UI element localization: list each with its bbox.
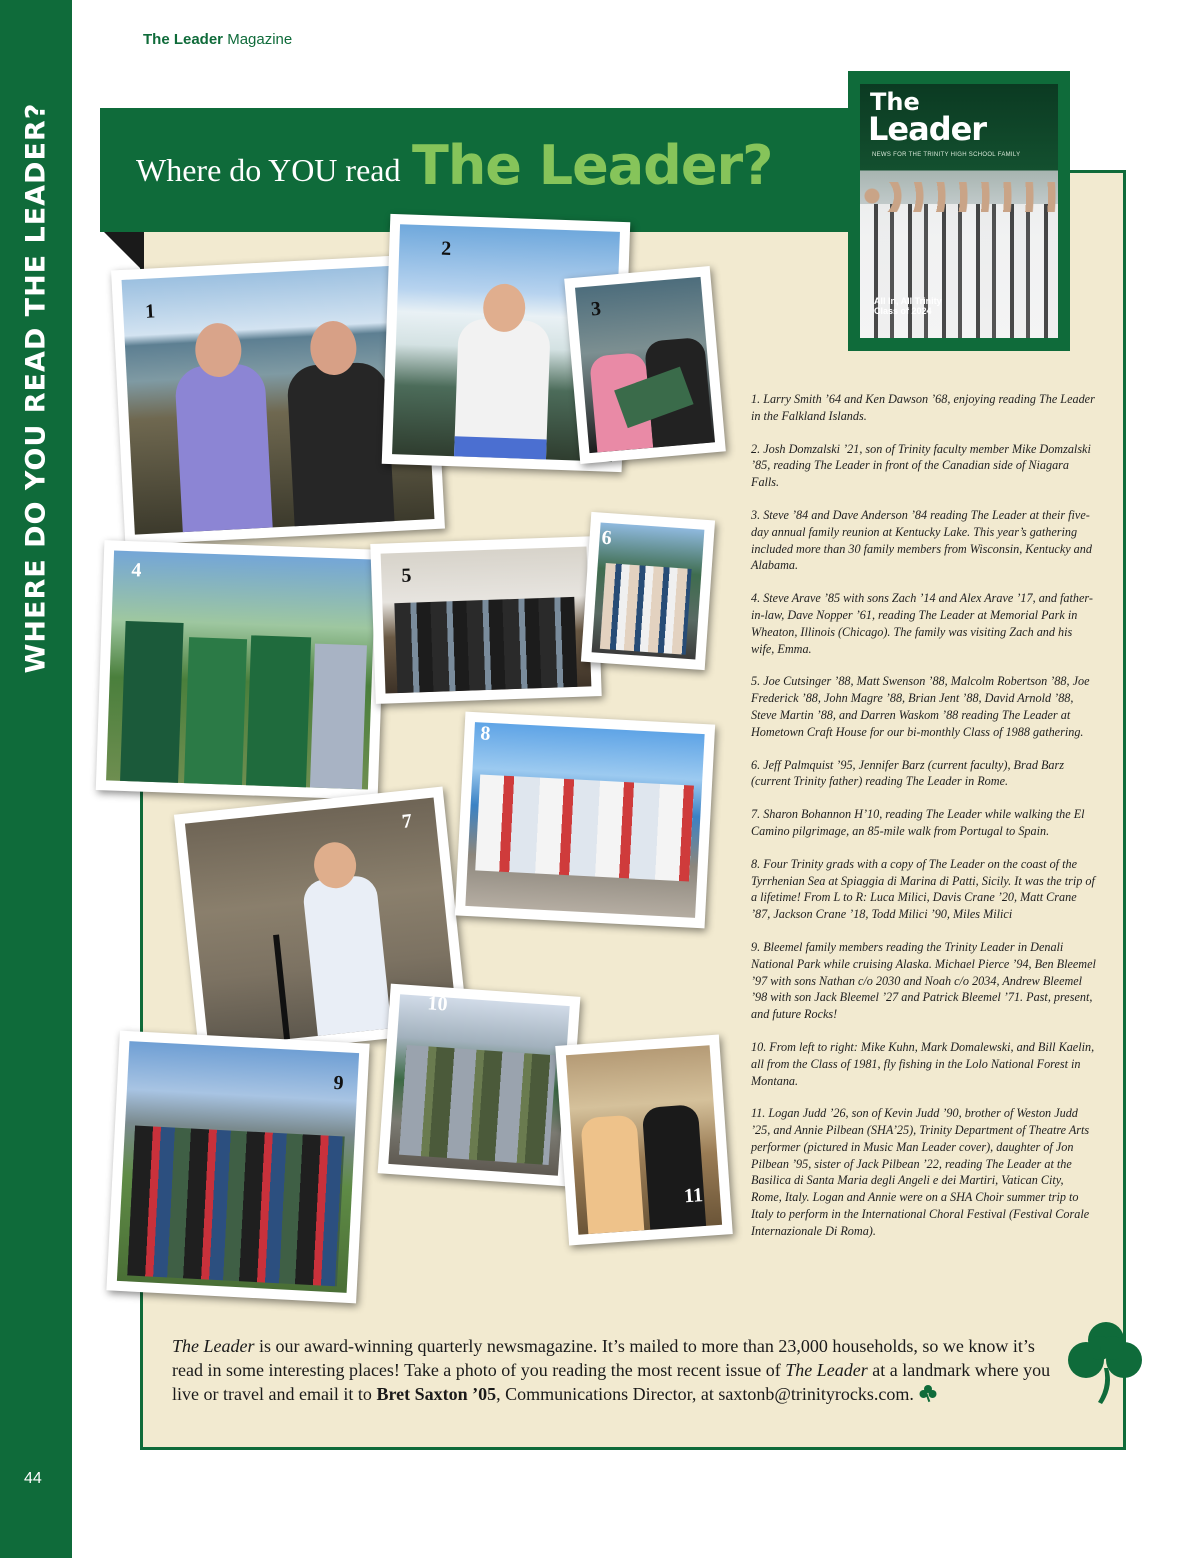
caption-6: 6. Jeff Palmquist ’95, Jennifer Barz (current faculty), Brad Barz (current Trinity father) reading The Leader in Rome. bbox=[751, 757, 1064, 789]
caption-8: 8. Four Trinity grads with a copy of The Leader on the coast of the Tyrrhenian Sea at Spiaggia di Marina di Patti, Sicily. It was the trip of a lifetime! From L to R: Luca Milici, Davis Crane ’20, Matt Crane ’87, Jackson Crane ’18, Todd Milici ’90, Miles Milici bbox=[751, 856, 1095, 922]
cover-image bbox=[860, 84, 1058, 338]
photo-9-number: 9 bbox=[332, 1071, 345, 1095]
magazine-cover bbox=[848, 71, 1070, 351]
caption-1: 1. Larry Smith ’64 and Ken Dawson ’68, enjoying reading The Leader in the Falkland Islands. bbox=[751, 392, 1095, 423]
photo-1-man-left bbox=[174, 363, 273, 535]
cover-faces bbox=[860, 182, 1058, 212]
cover-masthead-the: The bbox=[870, 88, 920, 116]
photo-6 bbox=[581, 512, 715, 670]
photo-4-number: 4 bbox=[131, 559, 142, 582]
banner-prefix: Where do YOU read bbox=[136, 152, 401, 188]
photo-5-number: 5 bbox=[401, 564, 412, 587]
photo-5-image bbox=[381, 546, 592, 693]
pub-name-2: The Leader bbox=[785, 1360, 868, 1380]
photo-9-group bbox=[127, 1126, 345, 1287]
photo-11-number: 11 bbox=[683, 1184, 704, 1208]
photo-4-image bbox=[106, 550, 376, 789]
photo-6-group bbox=[600, 563, 692, 655]
caption-11: 11. Logan Judd ’26, son of Kevin Judd ’90, brother of Weston Judd ’25, and Annie Pilbean (SHA’25), Trinity Department of Theatre Arts performer (pictured in Music Man Leader cover), daughter of Jon Pilbean ’95, sister of Jack Pilbean ’22, reading The Leader at the Basilica di Santa Maria degli Angeli e dei Martiri, Vatican City, Rome, Italy. Logan and Annie were on a SHA Choir summer trip to Italy to perform in the International Choral Festival (Festival Corale Internazionale Di Roma). bbox=[751, 1106, 1090, 1238]
photo-7-tripod bbox=[273, 934, 290, 1044]
photo-10-number: 10 bbox=[426, 992, 449, 1016]
magazine-suffix: Magazine bbox=[227, 31, 293, 48]
caption-10: 10. From left to right: Mike Kuhn, Mark Domalewski, and Bill Kaelin, all from the Class of 1981, fly fishing in the Lolo National Forest in Montana. bbox=[751, 1039, 1095, 1088]
photo-4 bbox=[96, 540, 387, 800]
paragraph-text-2: at a landmark where you live or travel and email it to bbox=[172, 1360, 1051, 1404]
caption-7: 7. Sharon Bohannon H’10, reading The Leader while walking the El Camino pilgrimage, an 85-mile walk from Portugal to Spain. bbox=[751, 807, 1085, 838]
photo-8 bbox=[455, 712, 715, 929]
caption-5: 5. Joe Cutsinger ’88, Matt Swenson ’88, Malcolm Robertson ’88, Joe Frederick ’88, John Magre ’88, Brian Jent ’88, David Arnold ’88, Steve Martin ’88, and Darren Waskom ’88 reading The Leader at Hometown Craft House for our bi-monthly Class of 1988 gathering. bbox=[751, 674, 1090, 739]
contact-name: Bret Saxton ’05 bbox=[376, 1384, 497, 1404]
photo-4-person-4 bbox=[310, 644, 367, 790]
cover-tagline: NEWS FOR THE TRINITY HIGH SCHOOL FAMILY bbox=[872, 152, 1021, 158]
caption-9: 9. Bleemel family members reading the Trinity Leader in Denali National Park while cruising Alaska. Michael Pierce ’94, Ben Bleemel ’97 with sons Nathan c/o 2030 and Noah c/o 2034, Andrew Bleemel ’98 with son Jack Bleemel ’27 and Patrick Bleemel ’71. Past, present, and future Rocks! bbox=[751, 939, 1096, 1022]
pub-name: The Leader bbox=[172, 1336, 255, 1356]
photo-9 bbox=[106, 1031, 369, 1304]
shamrock-icon bbox=[1064, 1316, 1148, 1406]
magazine-name: The Leader bbox=[143, 31, 224, 48]
paragraph-text-1: is our award-winning quarterly newsmagazine. It’s mailed to more than 23,000 households, so we know it’s read in some interesting places! Take a photo of you reading the most recent issue of bbox=[172, 1336, 1035, 1380]
photo-11 bbox=[555, 1035, 733, 1246]
side-title: WHERE DO YOU READ THE LEADER? bbox=[20, 102, 52, 674]
photo-8-image bbox=[465, 722, 704, 918]
banner-fold bbox=[104, 232, 144, 272]
photo-10-image bbox=[388, 994, 569, 1175]
photo-10 bbox=[378, 984, 581, 1187]
side-bar bbox=[0, 0, 72, 1558]
photo-5 bbox=[370, 536, 601, 704]
photo-5-group bbox=[394, 597, 577, 693]
photo-9-image bbox=[117, 1041, 359, 1293]
magazine-label bbox=[143, 31, 292, 48]
caption-list bbox=[751, 391, 1097, 1256]
photo-2-number: 2 bbox=[440, 237, 452, 261]
cover-feature bbox=[874, 296, 942, 316]
caption-2: 2. Josh Domzalski ’21, son of Trinity faculty member Mike Domzalski ’85, reading The Leader in front of the Canadian side of Niagara Falls. bbox=[751, 441, 1091, 490]
submission-paragraph bbox=[172, 1334, 1062, 1406]
caption-3: 3. Steve ’84 and Dave Anderson ’84 reading The Leader at their five-day annual family reunion at Kentucky Lake. This year’s gathering included more than 30 family members from Wisconsin, Kentucky and Alabama. bbox=[751, 507, 1092, 573]
small-shamrock-icon bbox=[918, 1383, 938, 1403]
cover-masthead-leader: Leader bbox=[868, 110, 987, 148]
cover-feature-line2: Class of 2024 bbox=[874, 306, 932, 316]
photo-1-number: 1 bbox=[144, 300, 156, 323]
photo-6-number: 6 bbox=[600, 526, 613, 550]
caption-4: 4. Steve Arave ’85 with sons Zach ’14 and Alex Arave ’17, and father-in-law, Dave Nopper ’61, reading The Leader at Memorial Park in Wheaton, Illinois (Chicago). The family was visiting Zach and his wife, Emma. bbox=[751, 591, 1093, 656]
photo-4-person-3 bbox=[246, 635, 312, 789]
photo-8-number: 8 bbox=[479, 722, 491, 745]
photo-4-person-1 bbox=[120, 621, 184, 790]
paragraph-text-3: , Communications Director, at saxtonb@trinityrocks.com. bbox=[496, 1384, 914, 1404]
photo-10-group bbox=[399, 1045, 556, 1165]
banner-title: The Leader? bbox=[412, 134, 773, 197]
cover-group-photo bbox=[860, 204, 1058, 338]
photo-4-person-2 bbox=[184, 637, 247, 789]
photo-3-number: 3 bbox=[589, 297, 602, 321]
photo-1-man-right bbox=[286, 361, 394, 531]
photo-3 bbox=[564, 266, 726, 464]
photo-7-number: 7 bbox=[400, 810, 414, 833]
photo-7-woman bbox=[302, 874, 392, 1041]
photo-11-boy bbox=[580, 1114, 644, 1234]
photo-8-group bbox=[475, 774, 694, 881]
photo-11-girl bbox=[642, 1104, 706, 1230]
photo-2-shorts bbox=[454, 436, 547, 462]
cover-feature-line1: All In, All Trinity bbox=[874, 296, 942, 306]
page-number: 44 bbox=[24, 1470, 42, 1487]
